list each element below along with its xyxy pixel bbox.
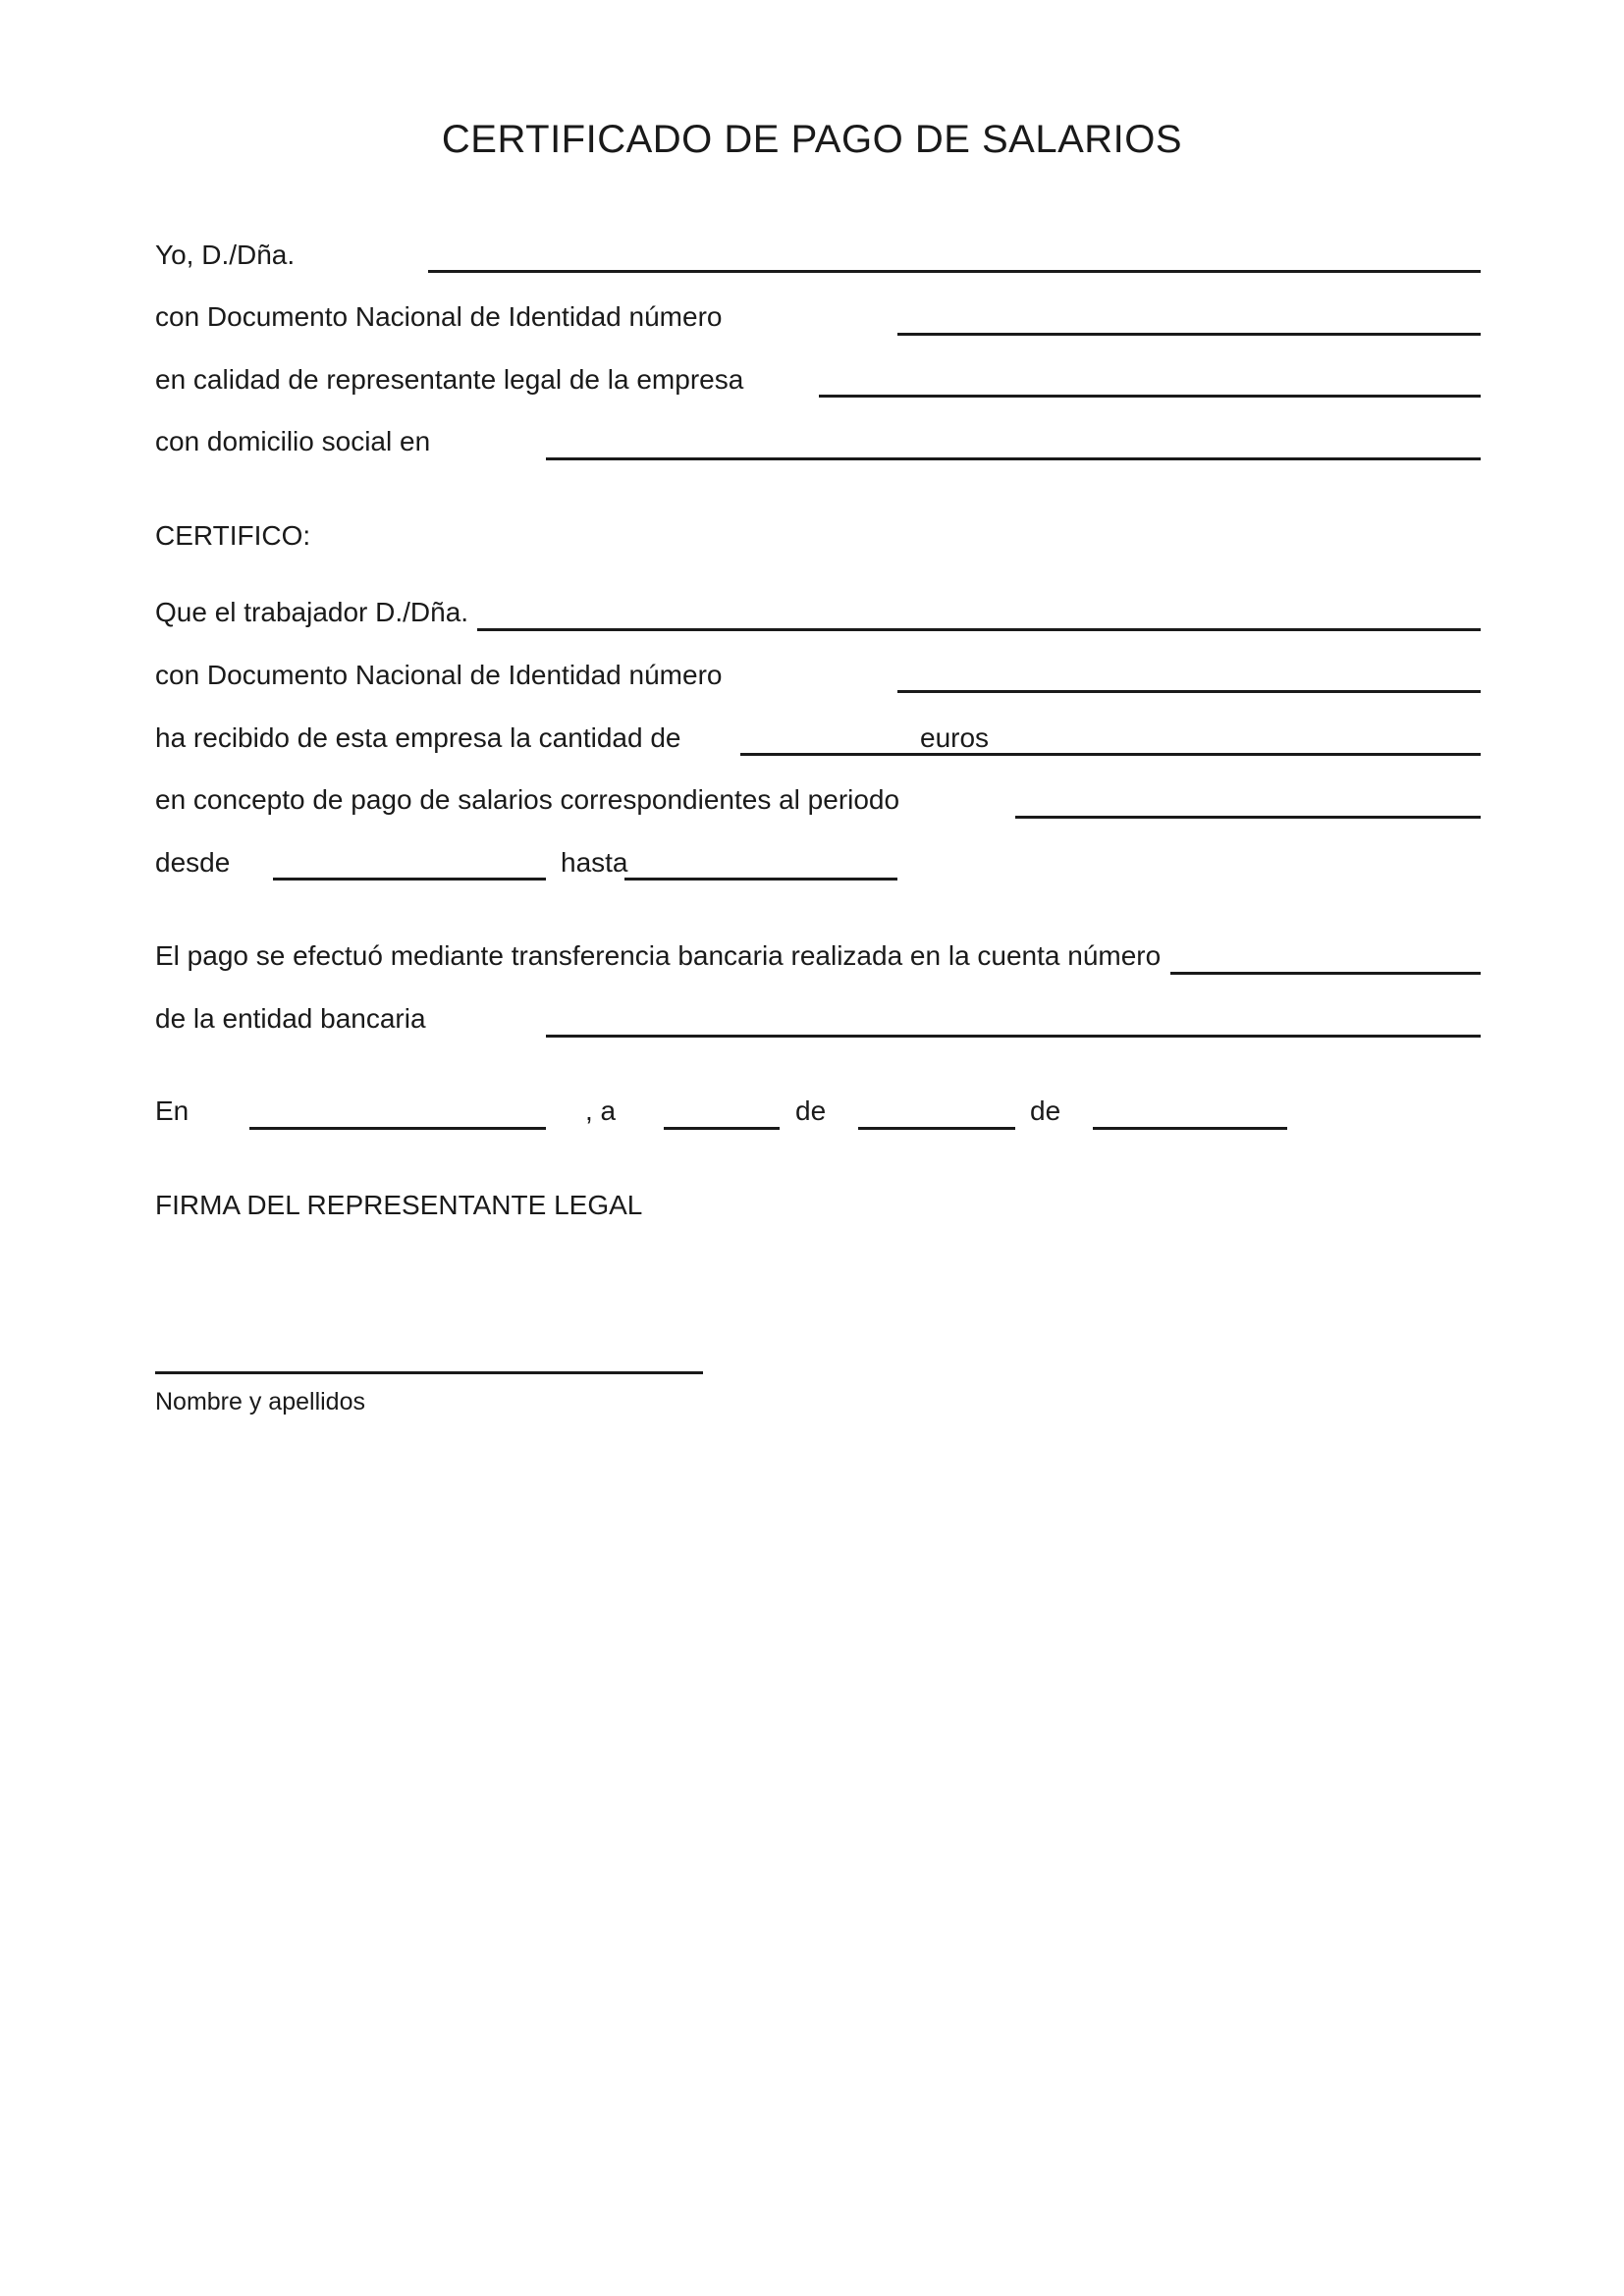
representative-dni-label: con Documento Nacional de Identidad número <box>155 301 723 332</box>
representative-name-label: Yo, D./Dña. <box>155 240 296 270</box>
currency-label: euros <box>920 722 990 753</box>
period-to-label: hasta <box>561 847 628 878</box>
representative-dni-field[interactable] <box>897 333 1481 336</box>
certifico-heading: CERTIFICO: <box>155 520 311 551</box>
document-title: CERTIFICADO DE PAGO DE SALARIOS <box>441 118 1183 161</box>
place-label: En <box>155 1095 189 1126</box>
worker-name-field[interactable] <box>477 628 1481 631</box>
signature-heading: FIRMA DEL REPRESENTANTE LEGAL <box>155 1190 643 1220</box>
company-address-label: con domicilio social en <box>155 426 431 456</box>
signature-caption: Nombre y apellidos <box>155 1388 365 1415</box>
period-from-label: desde <box>155 847 231 878</box>
account-number-field[interactable] <box>1170 972 1481 975</box>
amount-label: ha recibido de esta empresa la cantidad de <box>155 722 681 753</box>
day-field[interactable] <box>664 1127 780 1130</box>
amount-field[interactable] <box>740 753 1481 756</box>
worker-dni-label: con Documento Nacional de Identidad número <box>155 660 723 690</box>
bank-label: de la entidad bancaria <box>155 1003 426 1034</box>
transfer-account-label: El pago se efectuó mediante transferencia bancaria realizada en la cuenta número <box>155 940 1162 971</box>
bank-field[interactable] <box>546 1035 1481 1038</box>
year-label: de <box>1030 1095 1061 1126</box>
year-field[interactable] <box>1093 1127 1287 1130</box>
place-field[interactable] <box>249 1127 546 1130</box>
company-address-field[interactable] <box>546 457 1481 460</box>
salary-period-field[interactable] <box>1015 816 1481 819</box>
period-to-field[interactable] <box>624 878 897 881</box>
worker-dni-field[interactable] <box>897 690 1481 693</box>
period-from-field[interactable] <box>273 878 546 881</box>
signature-line[interactable] <box>155 1371 703 1374</box>
representative-name-field[interactable] <box>428 270 1481 273</box>
month-label: de <box>795 1095 827 1126</box>
company-field[interactable] <box>819 395 1481 398</box>
worker-name-label: Que el trabajador D./Dña. <box>155 597 469 627</box>
salary-period-label: en concepto de pago de salarios correspondientes al periodo <box>155 784 900 815</box>
day-label: , a <box>585 1095 617 1126</box>
month-field[interactable] <box>858 1127 1015 1130</box>
company-label: en calidad de representante legal de la empresa <box>155 364 744 395</box>
